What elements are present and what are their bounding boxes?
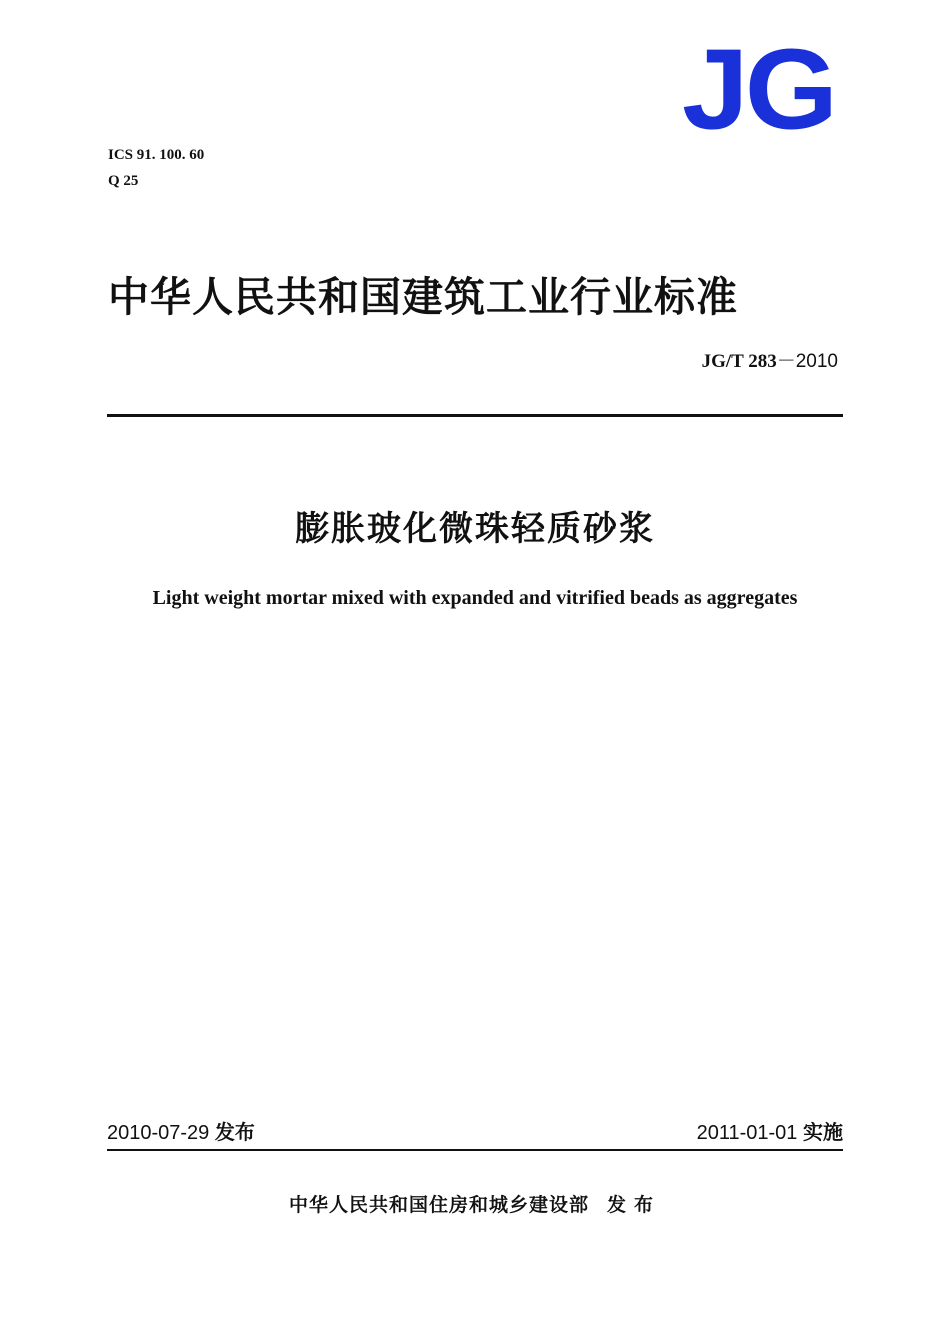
standard-number-code: JG/T 283 [701,351,777,372]
publish-action: 发布 [607,1194,662,1216]
footer-divider [107,1149,843,1151]
issue-date [107,1119,255,1146]
effective-label: 实施 [803,1120,843,1144]
publisher-name: 中华人民共和国住房和城乡建设部 [288,1194,589,1216]
ics-code: ICS 91. 100. 60 [108,147,205,163]
document-title-en: Light weight mortar mixed with expanded and vitrified beads as aggregates [152,587,798,609]
standard-number-year: －2010 [776,351,838,372]
standard-category-title: 中华人民共和国建筑工业行业标准 [108,273,738,321]
standard-number [702,350,838,374]
ccs-code: Q 25 [108,173,139,189]
issue-date-value: 2010-07-29 [107,1122,210,1144]
jg-logo: JG [682,26,835,154]
effective-date [697,1119,843,1146]
document-title-cn: 膨胀玻化微珠轻质砂浆 [295,509,655,549]
effective-date-value: 2011-01-01 [696,1122,798,1144]
issue-label: 发布 [214,1120,255,1144]
header-divider [107,414,843,417]
publisher-line [0,1192,950,1218]
